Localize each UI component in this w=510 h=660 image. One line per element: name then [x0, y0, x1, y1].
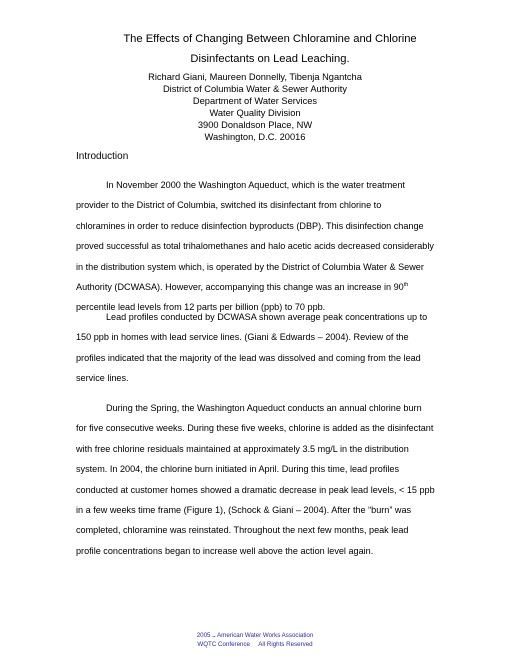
footer-dot: ..: [212, 632, 216, 639]
paper-title-line-1: The Effects of Changing Between Chloramine and Chlorine: [123, 33, 417, 45]
paragraph-line: profile concentrations began to increase well above the action level again.: [76, 545, 374, 556]
paragraph-line: with free chlorine residuals maintained at approximately 3.5 mg/L in the distribution: [76, 443, 409, 454]
paragraph-line-text: Authority (DCWASA). However, accompanying this change was an increase in 90: [76, 282, 404, 293]
paragraph-line: proved successful as total trihalomethanes and halo acetic acids decreased considerably: [76, 241, 434, 252]
author-names: Richard Giani, Maureen Donnelly, Tibenja Ngantcha: [148, 72, 362, 82]
footer-rights: All Rights Reserved: [258, 640, 313, 648]
paragraph-line: conducted at customer homes showed a dramatic decrease in peak lead levels, < 15 ppb: [76, 484, 435, 495]
footer-conference: WQTC Conference: [197, 640, 250, 648]
paragraph-line: profiles indicated that the majority of the lead was dissolved and coming from the lead: [76, 352, 421, 363]
paragraph-line: service lines.: [76, 373, 129, 384]
author-department: Department of Water Services: [192, 96, 318, 107]
paragraph-line-with-superscript: [76, 277, 438, 297]
author-division: Water Quality Division: [209, 108, 301, 119]
paragraph-line: completed, chloramine was reinstated. Throughout the next few months, peak lead: [76, 525, 409, 536]
superscript-th: th: [403, 282, 409, 288]
paragraph-line: During the Spring, the Washington Aqueduct conducts an annual chlorine burn: [106, 403, 422, 413]
paragraph-3: [76, 398, 438, 561]
paragraph-line: 150 ppb in homes with lead service lines. (Giani & Edwards – 2004). Review of the: [76, 332, 409, 343]
footer-organization: American Water Works Association: [217, 632, 314, 639]
paragraph-line: percentile lead levels from 12 parts per billion (ppb) to 70 ppb.: [76, 302, 326, 313]
paragraph-1: [76, 175, 438, 318]
paragraph-line: system. In 2004, the chlorine burn initiated in April. During this time, lead profiles: [76, 464, 399, 475]
paragraph-line: in a few weeks time frame (Figure 1), (Schock & Giani – 2004). After the “burn” was: [76, 505, 412, 516]
author-address: 3900 Donaldson Place, NW: [197, 120, 313, 131]
footer-year: 2005: [196, 632, 211, 639]
paragraph-line: chloramines in order to reduce disinfection byproducts (DBP). This disinfection change: [76, 220, 424, 231]
author-block: [40, 71, 470, 144]
paragraph-line: Lead profiles conducted by DCWASA shown average peak concentrations up to: [106, 312, 428, 322]
paper-title-line-2: Disinfectants on Lead Leaching.: [190, 53, 350, 65]
footer-row-1: [160, 632, 350, 641]
paragraph-line: in the distribution system which, is operated by the District of Columbia Water & Sewer: [76, 261, 424, 272]
author-organization: District of Columbia Water & Sewer Authority: [162, 84, 348, 95]
paragraph-line: for five consecutive weeks. During these five weeks, chlorine is added as the disinfectant: [76, 423, 434, 434]
section-heading-introduction: Introduction: [76, 151, 129, 162]
paragraph-2: [76, 307, 438, 389]
page-footer: [160, 632, 350, 649]
footer-row-2: [160, 641, 350, 650]
paragraph-line: provider to the District of Columbia, switched its disinfectant from chlorine to: [76, 200, 382, 211]
paragraph-line: In November 2000 the Washington Aqueduct, which is the water treatment: [106, 180, 405, 190]
author-city: Washington, D.C. 20016: [204, 132, 306, 143]
